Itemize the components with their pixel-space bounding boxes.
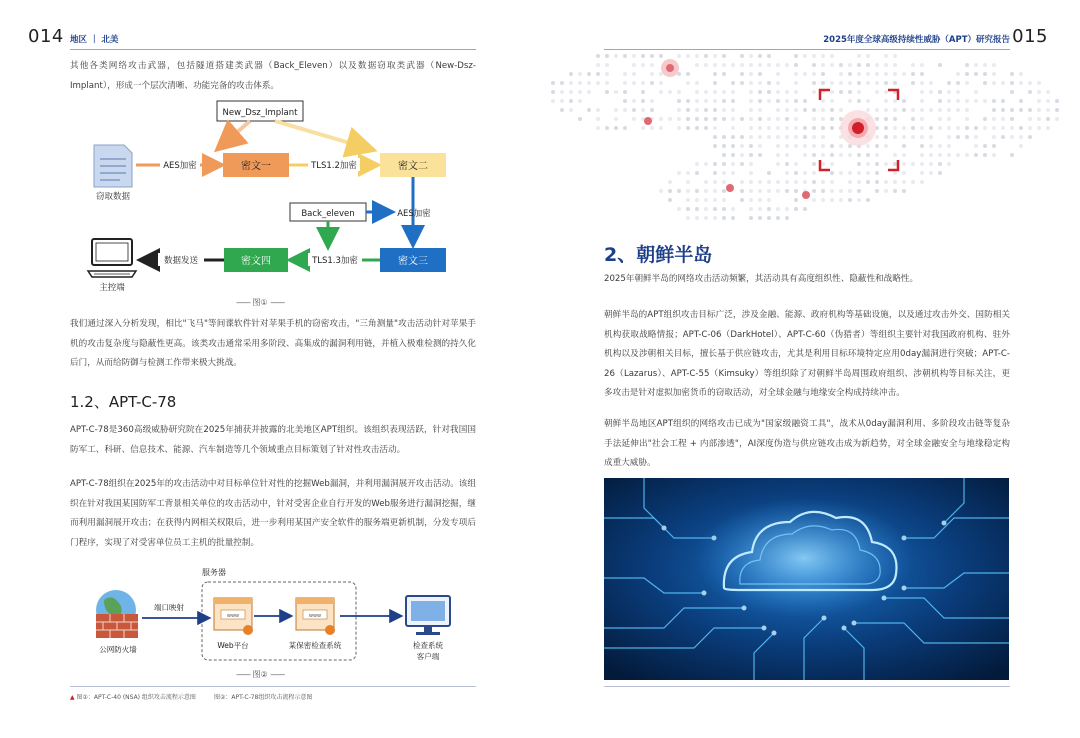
left-header-divider: [70, 49, 476, 50]
tls12-label: TLS1.2加密: [311, 161, 357, 171]
right-header-divider: [604, 49, 1010, 50]
cipher-3-label: 密文三: [398, 256, 428, 267]
right-page-number: 015: [1012, 26, 1048, 47]
secret-check-label: 某保密检查系统: [288, 641, 342, 650]
cipher-2-label: 密文二: [398, 161, 428, 172]
document-icon: [94, 145, 132, 187]
left-header: 地区 ｜ 北美: [70, 35, 119, 45]
web-www-text: www: [226, 613, 240, 619]
figure-2-attack-flow: [84, 564, 474, 664]
cipher-4-label: 密文四: [241, 256, 271, 267]
client-label-2: 客户端: [416, 652, 440, 661]
web-platform-icon: [214, 598, 253, 635]
dotted-world-map-illustration: [540, 52, 1080, 232]
tls13-label: TLS1.3加密: [312, 256, 358, 266]
secret-check-icon: [296, 598, 335, 635]
left-page-number: 014: [28, 26, 64, 47]
send-label: 数据发送: [163, 256, 199, 266]
left-footer-divider: [70, 686, 476, 687]
secret-www-text: www: [308, 613, 322, 619]
footnote-1: ▲ 图①：APT-C-40 (NSA) 组织攻击流程示意图: [70, 694, 196, 701]
implant-to-c2-arrow: [275, 121, 370, 149]
left-paragraph-2: APT-C-78是360高级威胁研究院在2025年捕获并披露的北美地区APT组织。该组织表现活跃，针对我国国防军工、科研、信息技术、能源、汽车制造等几个领域重点目标策划了针对性攻击活动。: [70, 425, 476, 455]
left-intro-paragraph: 其他各类网络攻击武器，包括隧道搭建类武器（Back_Eleven）以及数据窃取类武器（New-Dsz-Implant），形成一个层次清晰、功能完备的攻击体系。: [70, 61, 476, 91]
right-paragraph-1: 2025年朝鲜半岛的网络攻击活动频繁，其活动具有高度组织性、隐蔽性和战略性。: [604, 274, 919, 284]
left-paragraph-1: 我们通过深入分析发现，相比"飞马"等间谍软件针对苹果手机的窃密攻击，"三角测量"攻击活动针对苹果手机的攻击复杂度与隐蔽性更高。该类攻击通常采用多阶段、高集成的漏洞利用链，并植入极难检测的持久化后门，从而给防御与检测工作带来极大挑战。: [70, 319, 476, 368]
section-title-korean-peninsula: 2、朝鲜半岛: [604, 244, 713, 266]
left-paragraph-3: APT-C-78组织在2025年的攻击活动中对目标单位针对性的挖掘Web漏洞，并利用漏洞展开攻击活动。该组织在针对我国某国防军工背景相关单位的攻击活动中，针对受害企业自行开发的Web服务进行漏洞挖掘，继而利用漏洞展开攻击；在获得内网相关权限后，进一步利用某国产安全软件的服务端更新机制，分发专项后门程序，实现了对受害单位员工主机的批量控制。: [70, 479, 476, 548]
client-label-1: 检查系统: [413, 641, 443, 650]
footnote-2: 图②：APT-C-78组织攻击流程示意图: [214, 694, 313, 701]
right-header: 2025年度全球高级持续性威胁（APT）研究报告: [823, 35, 1010, 45]
cipher-1-label: 密文一: [241, 161, 271, 172]
back-eleven-label: Back_eleven: [301, 209, 355, 219]
circuit-cloud-image: [604, 478, 1009, 680]
firewall-icon: [96, 590, 138, 638]
port-map-label: 端口映射: [154, 603, 184, 612]
web-platform-label: Web平台: [217, 641, 249, 650]
aes2-label: AES加密: [397, 209, 431, 219]
triangle-icon: ▲: [70, 694, 75, 701]
right-page: [540, 0, 1080, 738]
host-label: 主控端: [99, 283, 125, 293]
aes1-label: AES加密: [163, 161, 197, 171]
client-monitor-icon: [406, 596, 450, 635]
figure-2-caption: —— 图② ——: [236, 670, 285, 679]
right-paragraph-3: 朝鲜半岛地区APT组织的网络攻击已成为"国家级融资工具"，战术从0day漏洞利用、多阶段攻击链等复杂手法延伸出"社会工程 + 内部渗透"，AI深度伪造与供应链攻击成为新趋势，对全球金融安全与地缘稳定构成重大威胁。: [604, 419, 1010, 468]
right-footer-divider: [604, 686, 1010, 687]
figure-1-encryption-flow: [80, 95, 470, 300]
right-paragraph-2: 朝鲜半岛的APT组织攻击目标广泛，涉及金融、能源、政府机构等基础设施，以及通过攻击外交、国防相关机构获取战略情报；APT-C-06（DarkHotel）、APT-C-60（伪猎者）等组织主要针对我国政府机构、驻外机构以及涉朝相关目标，擅长基于供应链攻击，尤其是利用目标环境特定应用0day漏洞进行突破；APT-C-26（Lazarus）、APT-C-55（Kimsuky）等组织除了对朝鲜半岛周围政府组织、涉朝机构等目标关注，更多攻击是针对虚拟加密货币的窃取活动，对全球金融与地缘安全构成持续冲击。: [604, 310, 1010, 398]
implant-label: New_Dsz_Implant: [222, 108, 298, 118]
figure-1-caption: —— 图① ——: [236, 298, 285, 307]
firewall-label: 公网防火墙: [99, 645, 137, 654]
section-title-apt-c-78: 1.2、APT-C-78: [70, 393, 177, 411]
computer-icon: [88, 239, 136, 277]
server-label: 服务器: [202, 568, 226, 577]
implant-to-c1-arrow: [220, 121, 250, 147]
steal-data-label: 窃取数据: [95, 192, 131, 202]
